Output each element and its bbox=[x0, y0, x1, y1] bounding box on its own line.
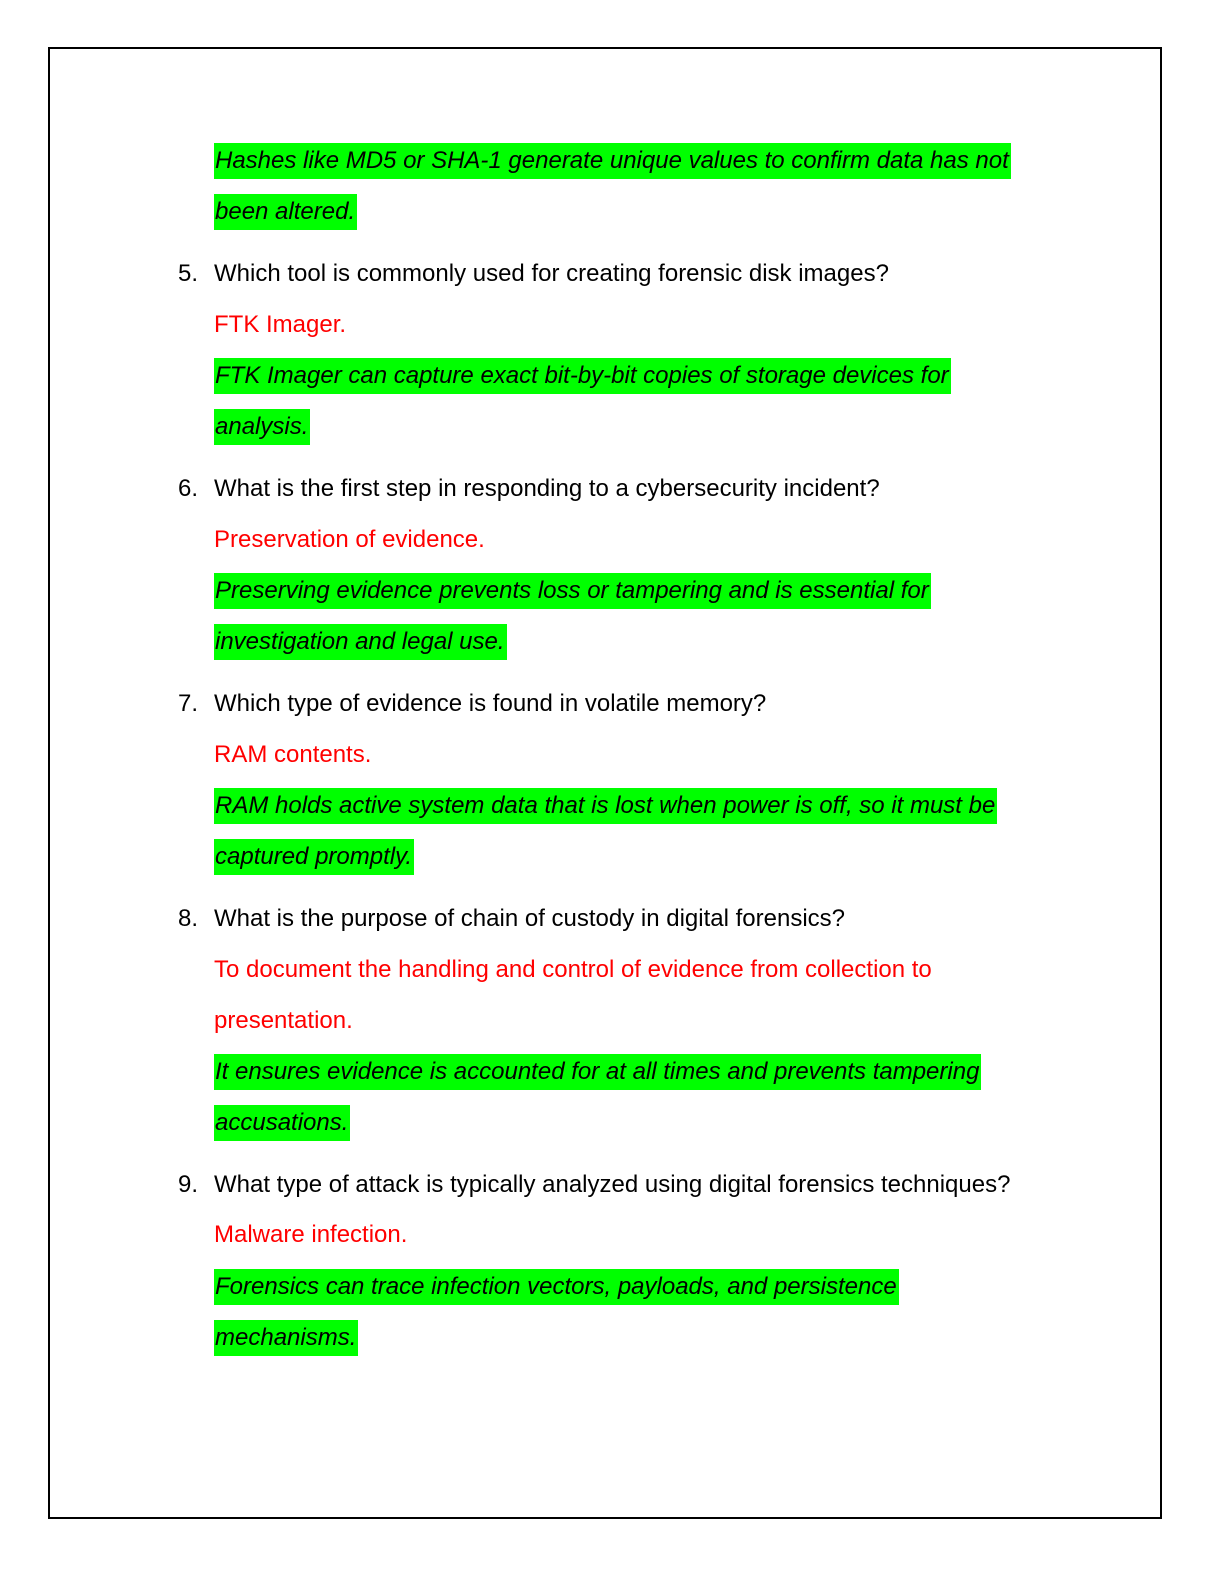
answer-text: To document the handling and control of evidence from collection to bbox=[214, 956, 932, 983]
explanation-line bbox=[214, 1105, 350, 1141]
explanation-line bbox=[214, 1320, 358, 1356]
highlighted-explanation: analysis. bbox=[214, 409, 310, 445]
answer-text: Preservation of evidence. bbox=[214, 526, 485, 553]
highlighted-explanation: been altered. bbox=[214, 194, 357, 230]
explanation-line bbox=[214, 409, 310, 445]
highlighted-explanation: mechanisms. bbox=[214, 1320, 358, 1356]
question-number: 7. bbox=[178, 690, 199, 717]
question-number: 8. bbox=[178, 905, 199, 932]
question-text: What type of attack is typically analyzed using digital forensics techniques? bbox=[214, 1171, 1011, 1198]
question-text: What is the first step in responding to a cybersecurity incident? bbox=[214, 475, 880, 502]
explanation-line bbox=[214, 839, 414, 875]
explanation-line bbox=[214, 573, 931, 609]
answer-text: Malware infection. bbox=[214, 1221, 408, 1248]
highlighted-explanation: investigation and legal use. bbox=[214, 624, 507, 660]
question-text: Which type of evidence is found in volatile memory? bbox=[214, 690, 767, 717]
explanation-line bbox=[214, 624, 507, 660]
explanation-line bbox=[214, 788, 997, 824]
explanation-line bbox=[214, 1269, 899, 1305]
question-number: 9. bbox=[178, 1171, 199, 1198]
explanation-line bbox=[214, 143, 1011, 179]
question-number: 6. bbox=[178, 475, 199, 502]
highlighted-explanation: captured promptly. bbox=[214, 839, 414, 875]
explanation-line bbox=[214, 358, 951, 394]
explanation-line bbox=[214, 1054, 981, 1090]
highlighted-explanation: RAM holds active system data that is lost when power is off, so it must be bbox=[214, 788, 997, 824]
answer-text: FTK Imager. bbox=[214, 311, 347, 338]
answer-text: RAM contents. bbox=[214, 741, 372, 768]
highlighted-explanation: accusations. bbox=[214, 1105, 350, 1141]
highlighted-explanation: FTK Imager can capture exact bit-by-bit copies of storage devices for bbox=[214, 358, 951, 394]
highlighted-explanation: Forensics can trace infection vectors, payloads, and persistence bbox=[214, 1269, 899, 1305]
answer-text: presentation. bbox=[214, 1007, 353, 1034]
question-text: What is the purpose of chain of custody in digital forensics? bbox=[214, 905, 846, 932]
question-text: Which tool is commonly used for creating forensic disk images? bbox=[214, 260, 889, 287]
highlighted-explanation: Preserving evidence prevents loss or tampering and is essential for bbox=[214, 573, 931, 609]
highlighted-explanation: Hashes like MD5 or SHA-1 generate unique values to confirm data has not bbox=[214, 143, 1011, 179]
explanation-line bbox=[214, 194, 357, 230]
highlighted-explanation: It ensures evidence is accounted for at all times and prevents tampering bbox=[214, 1054, 981, 1090]
question-number: 5. bbox=[178, 260, 199, 287]
